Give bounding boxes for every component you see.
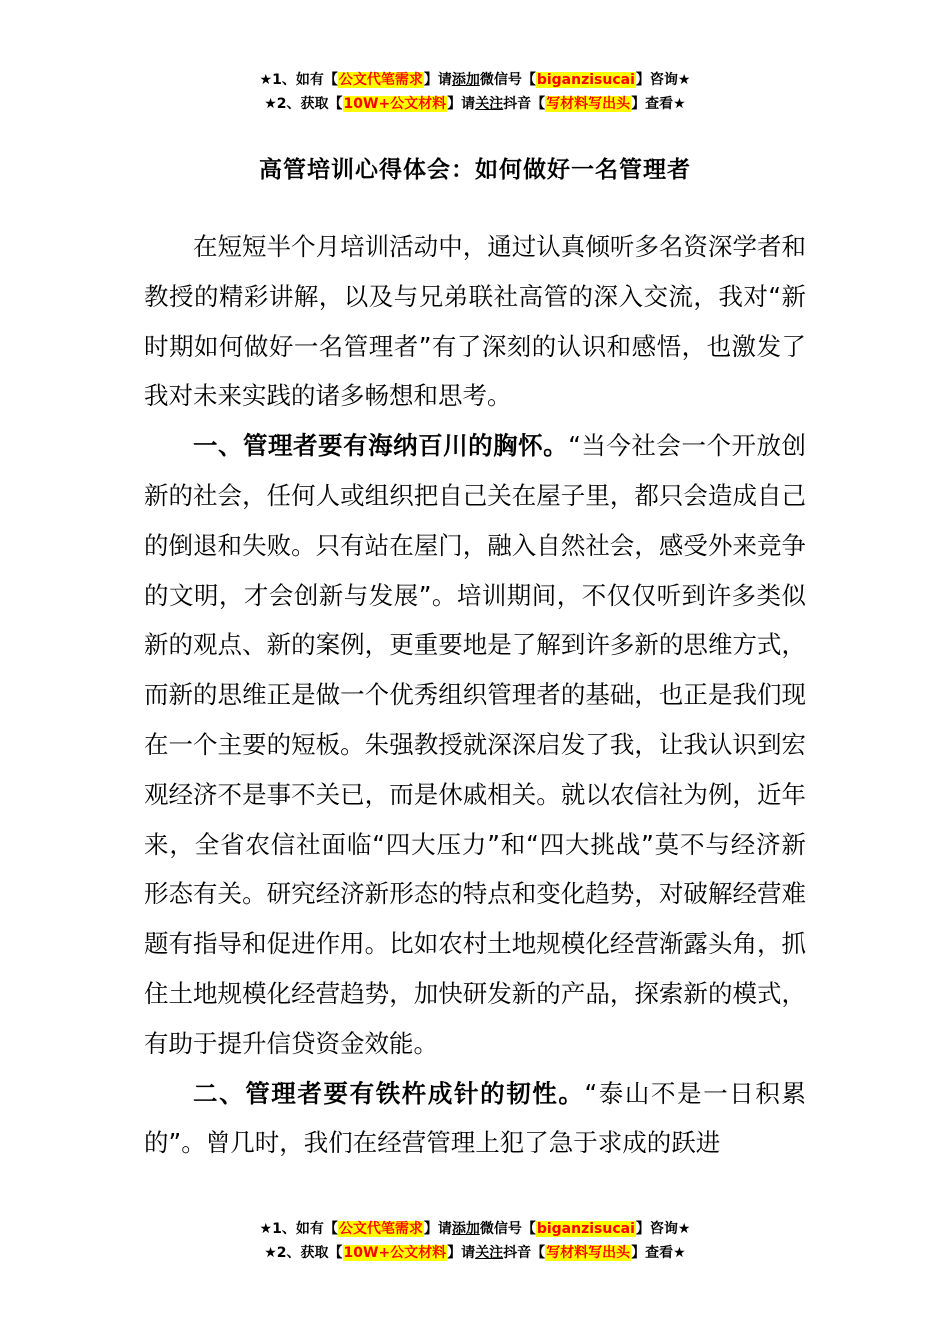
promo-underline: 添加 <box>451 1221 480 1237</box>
paragraph <box>144 1069 806 1169</box>
promo-highlight: 写材料写出头 <box>546 1245 631 1261</box>
promo-text: 微信号【 <box>479 72 536 88</box>
promo-text: 】咨询★ <box>635 1221 691 1237</box>
header-promo <box>0 68 950 116</box>
document-title: 高管培训心得体会：如何做好一名管理者 <box>259 157 691 183</box>
promo-text: 微信号【 <box>479 1221 536 1237</box>
promo-line-2 <box>0 1241 950 1265</box>
promo-line-1 <box>0 1217 950 1241</box>
paragraph-heading: 一、管理者要有海纳百川的胸怀。 <box>193 431 569 461</box>
paragraph-text: 在短短半个月培训活动中，通过认真倾听多名资深学者和教授的精彩讲解，以及与兄弟联社高管的深入交流，我对“新时期如何做好一名管理者”有了深刻的认识和感悟，也激发了我对未来实践的诸多畅想和思考。 <box>144 232 806 411</box>
promo-text: ★1、如有【 <box>259 72 338 88</box>
promo-text: ★2、获取【 <box>264 1245 343 1261</box>
promo-text: 抖音【 <box>503 96 546 112</box>
promo-text: ★2、获取【 <box>264 96 343 112</box>
promo-text: 】请 <box>423 1221 452 1237</box>
promo-underline: 关注 <box>475 1245 504 1261</box>
promo-text: 】请 <box>423 72 452 88</box>
footer-promo <box>0 1217 950 1265</box>
promo-text: 抖音【 <box>503 1245 546 1261</box>
paragraph-text: “当今社会一个开放创新的社会，任何人或组织把自己关在屋子里，都只会造成自己的倒退和失败。只有站在屋门，融入自然社会，感受外来竞争的文明，才会创新与发展”。培训期间，不仅仅听到许多类似新的观点、新的案例，更重要地是了解到许多新的思维方式，而新的思维正是做一个优秀组织管理者的基础，也正是我们现在一个主要的短板。朱强教授就深深启发了我，让我认识到宏观经济不是事不关已，而是休戚相关。就以农信社为例，近年来，全省农信社面临“四大压力”和“四大挑战”莫不与经济新形态有关。研究经济新形态的特点和变化趋势，对破解经营难题有指导和促进作用。比如农村土地规模化经营渐露头角，抓住土地规模化经营趋势，加快研发新的产品，探索新的模式，有助于提升信贷资金效能。 <box>144 431 806 1058</box>
promo-text: 】咨询★ <box>635 72 691 88</box>
promo-highlight: 写材料写出头 <box>546 96 631 112</box>
promo-text: 】查看★ <box>631 1245 686 1261</box>
promo-underline: 关注 <box>475 96 504 112</box>
paragraph <box>144 222 806 421</box>
promo-highlight: 公文代笔需求 <box>338 1221 423 1237</box>
paragraph <box>144 421 806 1068</box>
promo-highlight: biganzisucai <box>536 72 635 88</box>
promo-text: 】查看★ <box>631 96 686 112</box>
promo-text: 】请 <box>447 96 476 112</box>
promo-highlight: 10W+公文材料 <box>343 96 447 112</box>
promo-line-2 <box>0 92 950 116</box>
promo-text: 】请 <box>447 1245 476 1261</box>
paragraph-text: “泰山不是一日积累的”。曾几时，我们在经营管理上犯了急于求成的跃进 <box>144 1078 806 1158</box>
paragraph-heading: 二、管理者要有铁杵成针的韧性。 <box>193 1078 585 1108</box>
promo-highlight: 10W+公文材料 <box>343 1245 447 1261</box>
promo-underline: 添加 <box>451 72 480 88</box>
promo-highlight: 公文代笔需求 <box>338 72 423 88</box>
promo-text: ★1、如有【 <box>259 1221 338 1237</box>
document-body <box>144 222 806 1168</box>
promo-highlight: biganzisucai <box>536 1221 635 1237</box>
promo-line-1 <box>0 68 950 92</box>
